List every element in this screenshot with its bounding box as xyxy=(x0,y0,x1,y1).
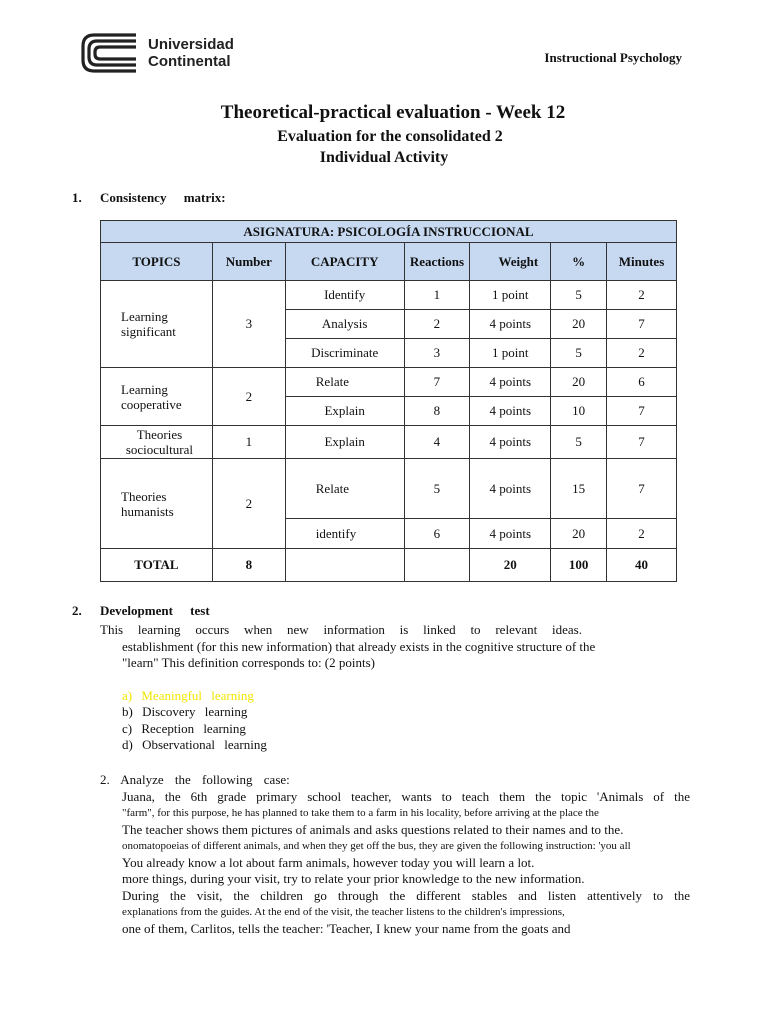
number-cell: 1 xyxy=(212,426,285,459)
option-d xyxy=(122,737,690,754)
logo-line-1: Universidad xyxy=(148,36,234,53)
option-b xyxy=(122,704,690,721)
question-1-continuation-2: "learn" This definition corresponds to: (2 points) xyxy=(122,655,375,670)
reaction-cell: 3 xyxy=(404,339,470,368)
main-title: Theoretical-practical evaluation - Week 12 xyxy=(220,102,566,123)
table-row xyxy=(101,459,677,519)
case-line: You already know a lot about farm animals, however today you will learn a lot. xyxy=(122,854,535,870)
minutes-cell: 7 xyxy=(607,310,677,339)
question-2-case xyxy=(100,772,690,937)
total-percent: 100 xyxy=(551,549,607,582)
section-1-number: 1. xyxy=(72,190,82,205)
reaction-cell: 7 xyxy=(404,368,470,397)
section-2-number: 2. xyxy=(72,603,82,618)
total-reaction xyxy=(404,549,470,582)
total-number: 8 xyxy=(212,549,285,582)
consistency-matrix xyxy=(100,220,677,582)
option-text: Meaningful learning xyxy=(141,687,254,703)
reaction-cell: 6 xyxy=(404,519,470,549)
case-body xyxy=(100,789,690,938)
total-capacity xyxy=(285,549,404,582)
number-cell: 3 xyxy=(212,281,285,368)
capacity-cell: Relate xyxy=(285,368,404,397)
case-line: During the visit, the children go through the different stables and listen attentively to the xyxy=(122,887,690,903)
matrix-header-row xyxy=(101,243,677,281)
capacity-cell: Identify xyxy=(285,281,404,310)
percent-cell: 20 xyxy=(551,368,607,397)
weight-cell: 4 points xyxy=(470,397,551,426)
capacity-cell: Analysis xyxy=(285,310,404,339)
case-label: Analyze the following case: xyxy=(120,772,290,787)
option-letter: b) xyxy=(122,704,133,719)
course-name: Instructional Psychology xyxy=(544,50,682,65)
reaction-cell: 2 xyxy=(404,310,470,339)
case-line: explanations from the guides. At the end of the visit, the teacher listens to the children's impressions, xyxy=(122,906,565,918)
weight-cell: 1 point xyxy=(470,339,551,368)
question-1 xyxy=(100,622,690,754)
option-c xyxy=(122,721,690,738)
option-letter: d) xyxy=(122,737,133,752)
case-line: onomatopoeias of different animals, and when they get off the bus, they are given the following instruction: 'you all xyxy=(122,840,631,852)
logo-wordmark xyxy=(148,36,234,70)
col-header-weight: Weight xyxy=(470,243,551,281)
minutes-cell: 2 xyxy=(607,339,677,368)
weight-cell: 4 points xyxy=(470,310,551,339)
percent-cell: 20 xyxy=(551,310,607,339)
number-cell: 2 xyxy=(212,368,285,426)
total-weight: 20 xyxy=(470,549,551,582)
col-header-minutes: Minutes xyxy=(607,243,677,281)
minutes-cell: 2 xyxy=(607,281,677,310)
topic-cell: Theories humanists xyxy=(101,459,213,549)
percent-cell: 10 xyxy=(551,397,607,426)
minutes-cell: 2 xyxy=(607,519,677,549)
reaction-cell: 5 xyxy=(404,459,470,519)
weight-cell: 1 point xyxy=(470,281,551,310)
minutes-cell: 7 xyxy=(607,397,677,426)
answer-options xyxy=(100,688,690,754)
option-letter: a) xyxy=(122,687,133,703)
case-line: one of them, Carlitos, tells the teacher: 'Teacher, I knew your name from the goats and xyxy=(122,920,571,936)
option-text: Observational learning xyxy=(142,737,267,752)
reaction-cell: 1 xyxy=(404,281,470,310)
percent-cell: 15 xyxy=(551,459,607,519)
table-row xyxy=(101,368,677,397)
col-header-reactions: Reactions xyxy=(404,243,470,281)
topic-cell: Learning significant xyxy=(101,281,213,368)
subtitle: Evaluation for the consolidated 2 xyxy=(277,128,503,145)
case-line: Juana, the 6th grade primary school teacher, wants to teach them the topic 'Animals of the xyxy=(122,788,690,804)
capacity-cell: Explain xyxy=(285,397,404,426)
reaction-cell: 4 xyxy=(404,426,470,459)
number-cell: 2 xyxy=(212,459,285,549)
percent-cell: 5 xyxy=(551,281,607,310)
minutes-cell: 7 xyxy=(607,426,677,459)
logo-line-2: Continental xyxy=(148,53,231,70)
minutes-cell: 6 xyxy=(607,368,677,397)
col-header-capacity: CAPACITY xyxy=(285,243,404,281)
percent-cell: 5 xyxy=(551,339,607,368)
percent-cell: 20 xyxy=(551,519,607,549)
section-2-heading: Development test xyxy=(100,603,210,618)
capacity-cell: Relate xyxy=(285,459,404,519)
question-1-lead: This learning occurs when new information is linked to relevant ideas. xyxy=(100,622,582,637)
case-heading xyxy=(100,772,690,789)
case-line: The teacher shows them pictures of animals and asks questions related to their names and to the. xyxy=(122,821,624,837)
total-label: TOTAL xyxy=(101,549,213,582)
table-row xyxy=(101,281,677,310)
col-header-percent: % xyxy=(551,243,607,281)
topic-cell: Learning cooperative xyxy=(101,368,213,426)
option-text: Discovery learning xyxy=(142,704,248,719)
option-letter: c) xyxy=(122,720,133,736)
reaction-cell: 8 xyxy=(404,397,470,426)
topic-cell: Theories sociocultural xyxy=(101,426,213,459)
col-header-topics: TOPICS xyxy=(101,243,213,281)
capacity-cell: identify xyxy=(285,519,404,549)
col-header-number: Number xyxy=(212,243,285,281)
weight-cell: 4 points xyxy=(470,519,551,549)
option-a xyxy=(122,688,690,705)
weight-cell: 4 points xyxy=(470,459,551,519)
option-text: Reception learning xyxy=(141,720,246,736)
total-minutes: 40 xyxy=(607,549,677,582)
capacity-cell: Discriminate xyxy=(285,339,404,368)
matrix-banner-row xyxy=(101,221,677,243)
case-line: more things, during your visit, try to relate your prior knowledge to the new information. xyxy=(122,871,585,886)
title-block xyxy=(0,102,768,167)
total-row xyxy=(101,549,677,582)
capacity-cell: Explain xyxy=(285,426,404,459)
minutes-cell: 7 xyxy=(607,459,677,519)
section-1-heading: Consistency matrix: xyxy=(100,190,226,205)
case-number: 2. xyxy=(100,772,110,787)
question-1-continuation-1: establishment (for this new information) that already exists in the cognitive structure of the xyxy=(122,638,596,654)
case-line: "farm", for this purpose, he has planned to take them to a farm in his locality, before arriving at the place the xyxy=(122,807,599,819)
weight-cell: 4 points xyxy=(470,368,551,397)
matrix-banner: ASIGNATURA: PSICOLOGÍA INSTRUCCIONAL xyxy=(101,221,677,243)
activity-title: Individual Activity xyxy=(319,149,449,166)
weight-cell: 4 points xyxy=(470,426,551,459)
percent-cell: 5 xyxy=(551,426,607,459)
table-row xyxy=(101,426,677,459)
